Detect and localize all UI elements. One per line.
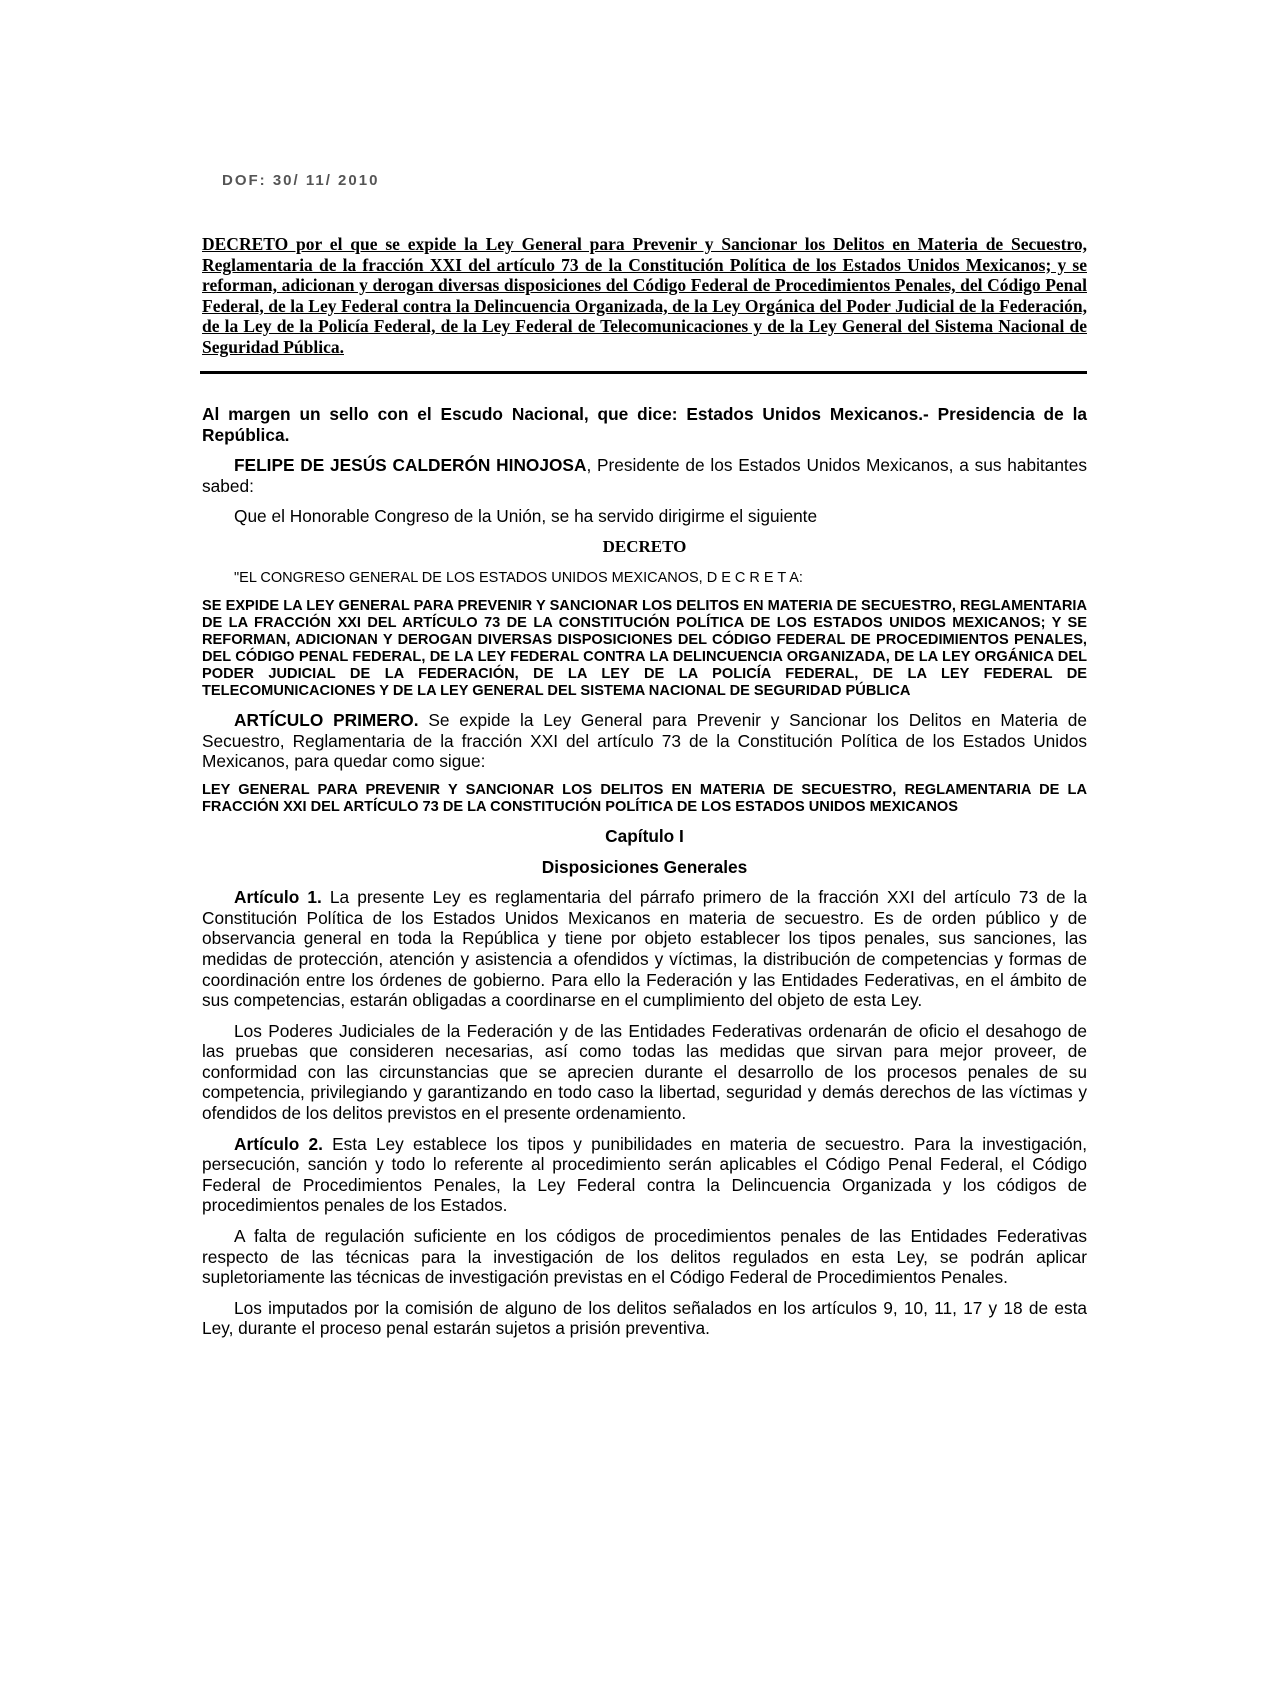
article-1-paragraph bbox=[202, 887, 1087, 1011]
decreta-line: "EL CONGRESO GENERAL DE LOS ESTADOS UNIDOS MEXICANOS, D E C R E T A: bbox=[234, 569, 803, 586]
article-1-label: Artículo 1. bbox=[234, 887, 322, 908]
decreto-heading: DECRETO bbox=[602, 536, 687, 556]
president-paragraph bbox=[202, 455, 1087, 496]
article-2-paragraph-2: A falta de regulación suficiente en los códigos de procedimientos penales de las Entidades Federativas respecto de las técnicas para la investigación de los delitos regulados en esta Ley, se podrán aplicar supletoriamente las técnicas de investigación previstas en el Código Federal de Procedimientos Penales. bbox=[202, 1226, 1087, 1288]
articulo-primero-text: Se expide la Ley General para Prevenir y Sancionar los Delitos en Materia de Secuestro, Reglamentaria de la fracción XXI del artículo 73 de la Constitución Política de los Estados Unidos Mexicanos, para quedar como sigue: bbox=[202, 710, 1087, 772]
president-text: , Presidente de los Estados Unidos Mexicanos, a sus habitantes sabed: bbox=[202, 455, 1087, 496]
article-2-text: Esta Ley establece los tipos y punibilidades en materia de secuestro. Para la investigación, persecución, sanción y todo lo referente al procedimiento serán aplicables el Código Penal Federal, el Código Federal de Procedimientos Penales, la Ley Federal contra la Delincuencia Organizada y los códigos de procedimientos penales de los Estados. bbox=[202, 1133, 1087, 1216]
congress-paragraph: Que el Honorable Congreso de la Unión, se ha servido dirigirme el siguiente bbox=[234, 506, 818, 527]
chapter-heading: Capítulo I bbox=[605, 825, 684, 846]
margin-note: Al margen un sello con el Escudo Nacional, que dice: Estados Unidos Mexicanos.- Presidencia de la República. bbox=[202, 404, 1087, 445]
article-1-paragraph-2: Los Poderes Judiciales de la Federación y de las Entidades Federativas ordenarán de oficio el desahogo de las pruebas que consideren necesarias, así como todas las medidas que sirvan para mejor proveer, de conformidad con las circunstancias que se aprecien durante el desarrollo de los procesos penales de su competencia, privilegiando y garantizando en todo caso la libertad, seguridad y demás derechos de las víctimas y ofendidos de los delitos previstos en el presente ordenamiento. bbox=[202, 1020, 1087, 1124]
article-2-label: Artículo 2. bbox=[234, 1133, 323, 1154]
article-2-paragraph bbox=[202, 1134, 1087, 1216]
decree-caps-block: SE EXPIDE LA LEY GENERAL PARA PREVENIR Y SANCIONAR LOS DELITOS EN MATERIA DE SECUESTRO, REGLAMENTARIA DE LA FRACCIÓN XXI DEL ARTÍCULO 73 DE LA CONSTITUCIÓN POLÍTICA DE LOS ESTADOS UNIDOS MEXICANOS; Y SE REFORMAN, ADICIONAN Y DEROGAN DIVERSAS DISPOSICIONES DEL CÓDIGO FEDERAL DE PROCEDIMIENTOS PENALES, DEL CÓDIGO PENAL FEDERAL, DE LA LEY FEDERAL CONTRA LA DELINCUENCIA ORGANIZADA, DE LA LEY ORGÁNICA DEL PODER JUDICIAL DE LA FEDERACIÓN, DE LA LEY DE LA POLICÍA FEDERAL, DE LA LEY FEDERAL DE TELECOMUNICACIONES Y DE LA LEY GENERAL DEL SISTEMA NACIONAL DE SEGURIDAD PÚBLICA bbox=[202, 598, 1087, 700]
law-title: LEY GENERAL PARA PREVENIR Y SANCIONAR LOS DELITOS EN MATERIA DE SECUESTRO, REGLAMENTARIA DE LA FRACCIÓN XXI DEL ARTÍCULO 73 DE LA CONSTITUCIÓN POLÍTICA DE LOS ESTADOS UNIDOS MEXICANOS bbox=[202, 781, 1087, 815]
title-divider bbox=[200, 371, 1087, 374]
document-body bbox=[202, 404, 1087, 1349]
article-1-text: La presente Ley es reglamentaria del párrafo primero de la fracción XXI del artículo 73 de la Constitución Política de los Estados Unidos Mexicanos en materia de secuestro. Es de orden público y de observancia general en toda la República y tiene por objeto establecer los tipos penales, sus sanciones, las medidas de protección, atención y asistencia a ofendidos y víctimas, la distribución de competencias y formas de coordinación entre los órdenes de gobierno. Para ello la Federación y las Entidades Federativas, en el ámbito de sus competencias, estarán obligadas a coordinarse en el cumplimiento del objeto de esta Ley. bbox=[202, 887, 1087, 1011]
article-2-paragraph-3: Los imputados por la comisión de alguno de los delitos señalados en los artículos 9, 10, 11, 17 y 18 de esta Ley, durante el proceso penal estarán sujetos a prisión preventiva. bbox=[202, 1297, 1087, 1339]
articulo-primero-paragraph bbox=[202, 710, 1087, 772]
president-name: FELIPE DE JESÚS CALDERÓN HINOJOSA bbox=[234, 455, 587, 476]
articulo-primero-label: ARTÍCULO PRIMERO. bbox=[234, 710, 419, 731]
dof-date: DOF: 30/ 11/ 2010 bbox=[222, 172, 380, 189]
decree-title: DECRETO por el que se expide la Ley General para Prevenir y Sancionar los Delitos en Materia de Secuestro, Reglamentaria de la fracción XXI del artículo 73 de la Constitución Política de los Estados Unidos Mexicanos; y se reforman, adicionan y derogan diversas disposiciones del Código Federal de Procedimientos Penales, del Código Penal Federal, de la Ley Federal contra la Delincuencia Organizada, de la Ley Orgánica del Poder Judicial de la Federación, de la Ley de la Policía Federal, de la Ley Federal de Telecomunicaciones y de la Ley General del Sistema Nacional de Seguridad Pública. bbox=[202, 234, 1087, 357]
chapter-title: Disposiciones Generales bbox=[541, 856, 748, 877]
